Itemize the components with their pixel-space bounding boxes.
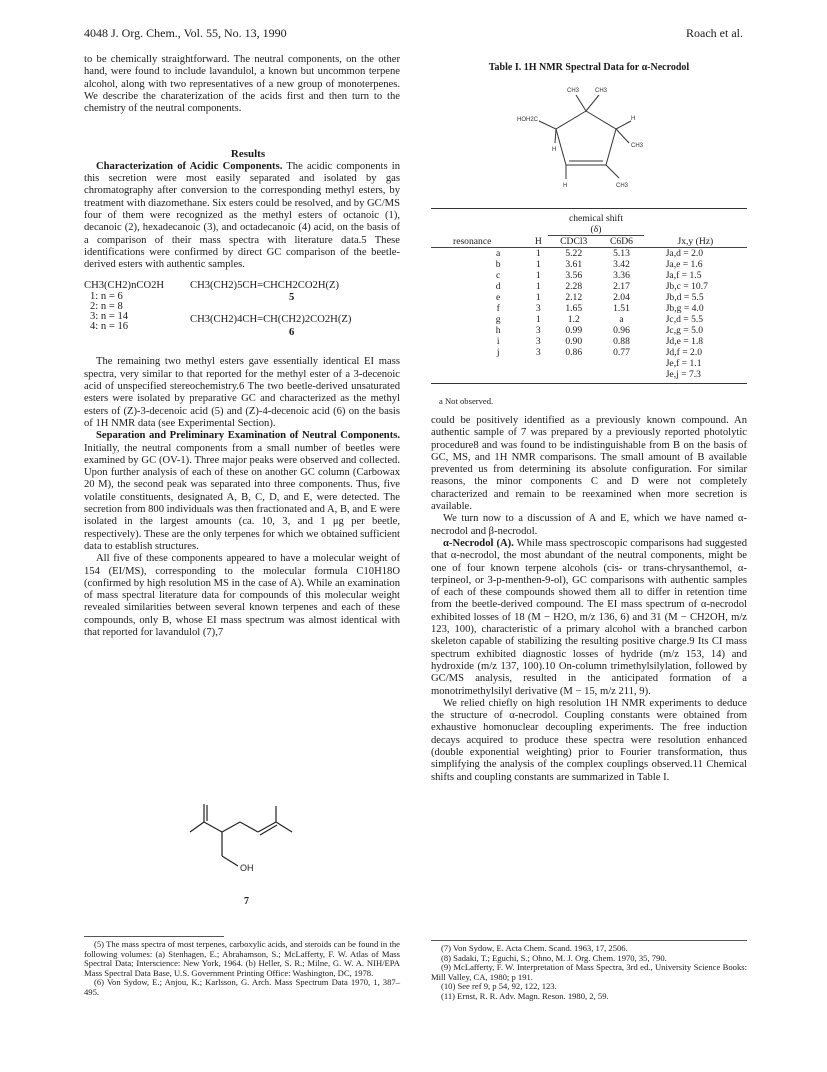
col-cdcl3: CDCl3 [560, 236, 588, 247]
cell-cdcl3: 1.2 [567, 314, 580, 325]
table-row [431, 270, 747, 281]
cell-h: 3 [535, 336, 541, 347]
methyl-label-4: CH3 [616, 183, 629, 189]
paragraph-naming: We turn now to a discussion of A and E, which we have named α-necrodol and β-necrodol. [431, 513, 747, 537]
cell-resonance: g [495, 314, 501, 325]
table-row [431, 292, 747, 303]
cell-coupling: Ja,e = 1.6 [665, 259, 703, 270]
subheading-acidic: Characterization of Acidic Components. [96, 160, 283, 172]
methyl-label-2: CH3 [595, 88, 608, 94]
cell-h: 1 [535, 248, 541, 259]
cell-h: 3 [535, 325, 541, 336]
formula-compound-6: CH3(CH2)4CH=CH(CH2)2CO2H(Z) [190, 314, 352, 326]
table-row [431, 259, 747, 270]
table-row [431, 314, 747, 325]
delta-label: (δ) [590, 224, 602, 235]
cell-cdcl3: 0.90 [565, 336, 583, 347]
paragraph-separation [84, 430, 400, 553]
paragraph-acidic [84, 161, 400, 272]
table-row [431, 358, 747, 369]
col-c6d6: C6D6 [610, 236, 633, 247]
footnote-8: (8) Sadaki, T.; Eguchi, S.; Ohno, M. J. Org. Chem. 1970, 35, 790. [441, 952, 667, 963]
cell-c6d6 [599, 369, 643, 380]
cell-resonance: d [495, 281, 501, 292]
compound-6-label: 6 [289, 327, 295, 339]
hydrogen-label-2: H [552, 147, 557, 153]
chemical-shift-label: chemical shift [568, 213, 624, 224]
cell-c6d6: 3.36 [613, 270, 630, 281]
cell-resonance: a [496, 248, 501, 259]
cell-cdcl3 [548, 369, 599, 380]
table-title: Table I. 1H NMR Spectral Data for α-Necrodol [488, 62, 690, 73]
table-row [431, 303, 747, 314]
cell-c6d6: 1.51 [613, 303, 630, 314]
footnote-10: (10) See ref 9, p 54, 92, 122, 123. [441, 981, 557, 992]
footnote-9: (9) McLafferty, F. W. Interpretation of Mass Spectra, 3rd ed., University Science Books: Mill Valley, CA, 1980; p 191. [431, 962, 747, 982]
cell-c6d6: 0.88 [613, 336, 630, 347]
cell-coupling: Jd,f = 2.0 [665, 347, 703, 358]
footnote-5: (5) The mass spectra of most terpenes, carboxylic acids, and steroids can be found in the following volumes: (a) Stenhagen, E.; Abrahamson, S.; McLafferty, F. W. Atlas of Mass Spectral Data; Interscience: New York, 1964. (b) Heller, S. R.; Milne, G. W. A. NIH/EPA Mass Spectral Data Base, U.S. Government Printing Office: Washington, DC, 1978. [84, 939, 400, 978]
compound-2-n: 2: n = 8 [90, 301, 123, 313]
cell-coupling: Je,j = 7.3 [665, 369, 701, 380]
table-row [431, 281, 747, 292]
table-1 [431, 62, 747, 406]
cell-cdcl3: 5.22 [565, 248, 583, 259]
methyl-label-3: CH3 [631, 143, 644, 149]
compound-3-n: 3: n = 14 [90, 311, 129, 323]
col-coupling: Jx,y (Hz) [677, 235, 714, 247]
cell-h [528, 358, 548, 369]
methyl-label-1: CH3 [567, 88, 580, 94]
cell-h: 1 [535, 270, 541, 281]
cell-resonance: f [496, 303, 500, 314]
cell-coupling: Jb,g = 4.0 [665, 303, 704, 314]
compound-4-n: 4: n = 16 [90, 321, 129, 333]
footnotes-right [431, 944, 747, 1002]
col-resonance: resonance [453, 235, 492, 247]
paragraph-acidic-body: The acidic components in this secretion were most easily separated and isolated by gas chromatography after conversion to the corresponding methyl esters, by treatment with diazomethane. Six esters could be resolved, and by GC/MS four of them were recognized as the methyl esters of octanoic (1), decanoic (2), hexadecanoic (3), and octadecanoic (4) acid, on the basis of a comparison of their mass spectra with literature data.5 These identifications were confirmed by direct GC comparison of the beetle-derived esters with authentic samples. [84, 160, 400, 271]
cell-cdcl3: 0.99 [565, 325, 583, 336]
table-row [431, 325, 747, 336]
left-column [84, 54, 400, 639]
compound-7-label: 7 [244, 896, 249, 907]
paragraph-alpha-necrodol-body: While mass spectroscopic comparisons had suggested that α-necrodol, the most abundant of the neutral components, might be one of four known terpene alcohols (cis- or trans-chrysanthemol, α-terpineol, or 3-p-menthen-9-ol), GC comparisons with authentic samples of each of these compounds showed them all to differ in retention time from the beetle-derived compound. The EI mass spectrum of α-necrodol exhibited losses of 18 (M − H2O, m/z 136, 6) and 31 (M − CH2OH, m/z 123, 100), characteristic of a primary alcohol with a branched carbon skeleton capable of stabilizing the resulting positive charge.9 Its CI mass spectrum exhibited diagnostic losses of hydride (m/z 153, 14) and hydroxide (m/z 137, 100).10 On-column trimethylsilylation, followed by GC/MS analysis, resulted in the anticipated formation of a monotrimethylsilyl derivative (M − 15, m/z 211, 9). [431, 537, 748, 697]
cell-cdcl3: 3.56 [565, 270, 583, 281]
cell-c6d6 [599, 358, 643, 369]
cell-c6d6: 0.77 [613, 347, 630, 358]
paragraph-separation-body: Initially, the neutral components from a small number of beetles were examined by GC (OV-1). Three major peaks were observed and collected. Upon further analysis of each of these on another GC column (Carbowax 20 M), the second peak was separated into three components. Thus, five volatile constituents, designated A, B, C, D, and E, were detected. The secretion from 800 individuals was then fractionated and A, B, and E were isolated in the largest amounts (ca. 10, 3, and 1 μg per beetle, respectively). These are the only terpenes for which we obtained sufficient data to establish structures. [84, 442, 400, 552]
section-heading-results: Results [230, 148, 266, 161]
cell-c6d6: 3.42 [613, 259, 630, 270]
paragraph-intro: to be chemically straightforward. The neutral components, on the other hand, were found to include lavandulol, a known but uncommon terpene alcohol, along with two representatives of a new group of monoterpenes. We describe the charaterization of the acids first and then turn to the chemistry of the neutral components. [84, 54, 400, 115]
cell-h: 3 [535, 303, 541, 314]
nmr-table [431, 209, 747, 380]
cell-h: 1 [535, 314, 541, 325]
acid-structures [84, 280, 400, 356]
cell-cdcl3 [548, 358, 599, 369]
table-row [431, 248, 747, 260]
cell-c6d6: 2.17 [613, 281, 630, 292]
cell-c6d6: 5.13 [613, 248, 630, 259]
footnote-rule-right [431, 940, 747, 941]
hydrogen-label-3: H [563, 183, 568, 189]
cell-coupling: Jb,d = 5.5 [665, 292, 704, 303]
hydroxyl-label: OH [240, 863, 254, 873]
cell-c6d6: 0.96 [613, 325, 630, 336]
footnote-11: (11) Ernst, R. R. Adv. Magn. Reson. 1980, 2, 59. [441, 990, 609, 1001]
cell-resonance: e [496, 292, 501, 303]
cell-resonance [431, 358, 528, 369]
cell-h: 1 [535, 281, 541, 292]
cell-coupling: Jd,e = 1.8 [665, 336, 704, 347]
cell-cdcl3: 1.65 [565, 303, 583, 314]
compound-5-label: 5 [289, 292, 295, 304]
table-row [431, 347, 747, 358]
hydrogen-label-1: H [631, 116, 636, 122]
paragraph-lavandulol: could be positively identified as a previously known compound. An authentic sample of 7 was prepared by a previously reported photolytic procedure8 and was found to be indistinguishable from B on the basis of GC, MS, and 1H NMR comparisons. The small amount of B available prevented us from determining its absolute configuration. For similar reasons, the minor components C and D were not completely characterized and remain to be reexamined when more secretion is available. [431, 415, 747, 513]
table-bottom-rule [431, 383, 747, 384]
cell-h: 1 [535, 292, 541, 303]
cell-resonance: h [495, 325, 501, 336]
paragraph-nmr: We relied chiefly on high resolution 1H NMR experiments to deduce the structure of α-necrodol. Coupling constants were obtained from exhaustive homonuclear decoupling experiments. The free induction decays acquired to produce these spectra were resolution enhanced (double exponential weighting) prior to Fourier transformation, thus simplifying the analysis of the complex couplings observed.11 Chemical shifts and coupling constants are summarized in Table I. [431, 697, 747, 783]
subheading-alpha-necrodol: α-Necrodol (A). [443, 537, 514, 549]
cell-h [528, 369, 548, 380]
paragraph-molecular-weight: All five of these components appeared to have a molecular weight of 154 (EI/MS), corresponding to the molecular formula C10H18O (confirmed by high resolution MS in the case of A). While an examination of mass spectral literature data for compounds of this molecular weight revealed similarities between several known terpenes and each of these compounds, only B, whose EI mass spectrum was almost identical with that reported for lavandulol (7),7 [84, 553, 400, 638]
cell-coupling: Jb,c = 10.7 [665, 281, 708, 292]
cell-coupling: Je,f = 1.1 [665, 358, 702, 369]
footnote-rule-left [84, 936, 224, 937]
necrodol-structure [431, 73, 747, 208]
table-row [431, 336, 747, 347]
right-column [431, 415, 747, 784]
running-header-left: 4048 J. Org. Chem., Vol. 55, No. 13, 1990 [84, 26, 287, 40]
cell-resonance: j [496, 347, 500, 358]
paragraph-esters: The remaining two methyl esters gave essentially identical EI mass spectra, very similar to that reported for the methyl ester of a 3-decenoic acid of unspecified stereochemistry.6 The two beetle-derived unsaturated esters were isolated by preparative GC and characterized as the methyl esters of (Z)-3-decenoic acid (5) and (Z)-4-decenoic acid (6) on the basis of 1H NMR data (see Experimental Section). [84, 356, 400, 429]
hydroxymethyl-label: HOH2C [517, 117, 539, 123]
col-h: H [534, 235, 542, 247]
cell-h: 3 [535, 347, 541, 358]
cell-coupling: Jc,g = 5.0 [665, 325, 704, 336]
compound-1-n: 1: n = 6 [90, 291, 123, 303]
formula-compound-5: CH3(CH2)5CH=CHCH2CO2H(Z) [190, 280, 339, 292]
cell-resonance [431, 369, 528, 380]
cell-coupling: Jc,d = 5.5 [665, 314, 704, 325]
formula-saturated: CH3(CH2)nCO2H [84, 280, 165, 292]
running-header-right: Roach et al. [686, 26, 743, 40]
cell-c6d6: 2.04 [613, 292, 630, 303]
footnote-7: (7) Von Sydow, E. Acta Chem. Scand. 1963, 17, 2506. [441, 943, 628, 953]
cell-cdcl3: 3.61 [565, 259, 583, 270]
cell-cdcl3: 0.86 [565, 347, 583, 358]
cell-cdcl3: 2.28 [565, 281, 583, 292]
cell-c6d6: a [619, 314, 624, 325]
cell-resonance: c [496, 270, 501, 281]
chemical-shift-header [548, 209, 643, 236]
cell-h: 1 [535, 259, 541, 270]
footnotes-left [84, 940, 400, 998]
cell-resonance: b [495, 259, 501, 270]
cell-cdcl3: 2.12 [565, 292, 583, 303]
paragraph-alpha-necrodol [431, 538, 747, 698]
subheading-separation: Separation and Preliminary Examination of Neutral Components. [96, 430, 400, 442]
table-footnote: a Not observed. [439, 396, 494, 406]
cell-resonance: i [496, 336, 500, 347]
footnote-6: (6) Von Sydow, E.; Anjou, K.; Karlsson, G. Arch. Mass Spectrum Data 1970, 1, 387–495. [84, 977, 400, 997]
table-row [431, 369, 747, 380]
lavandulol-structure [180, 800, 320, 908]
cell-coupling: Ja,d = 2.0 [665, 248, 704, 259]
cell-coupling: Ja,f = 1.5 [665, 270, 702, 281]
